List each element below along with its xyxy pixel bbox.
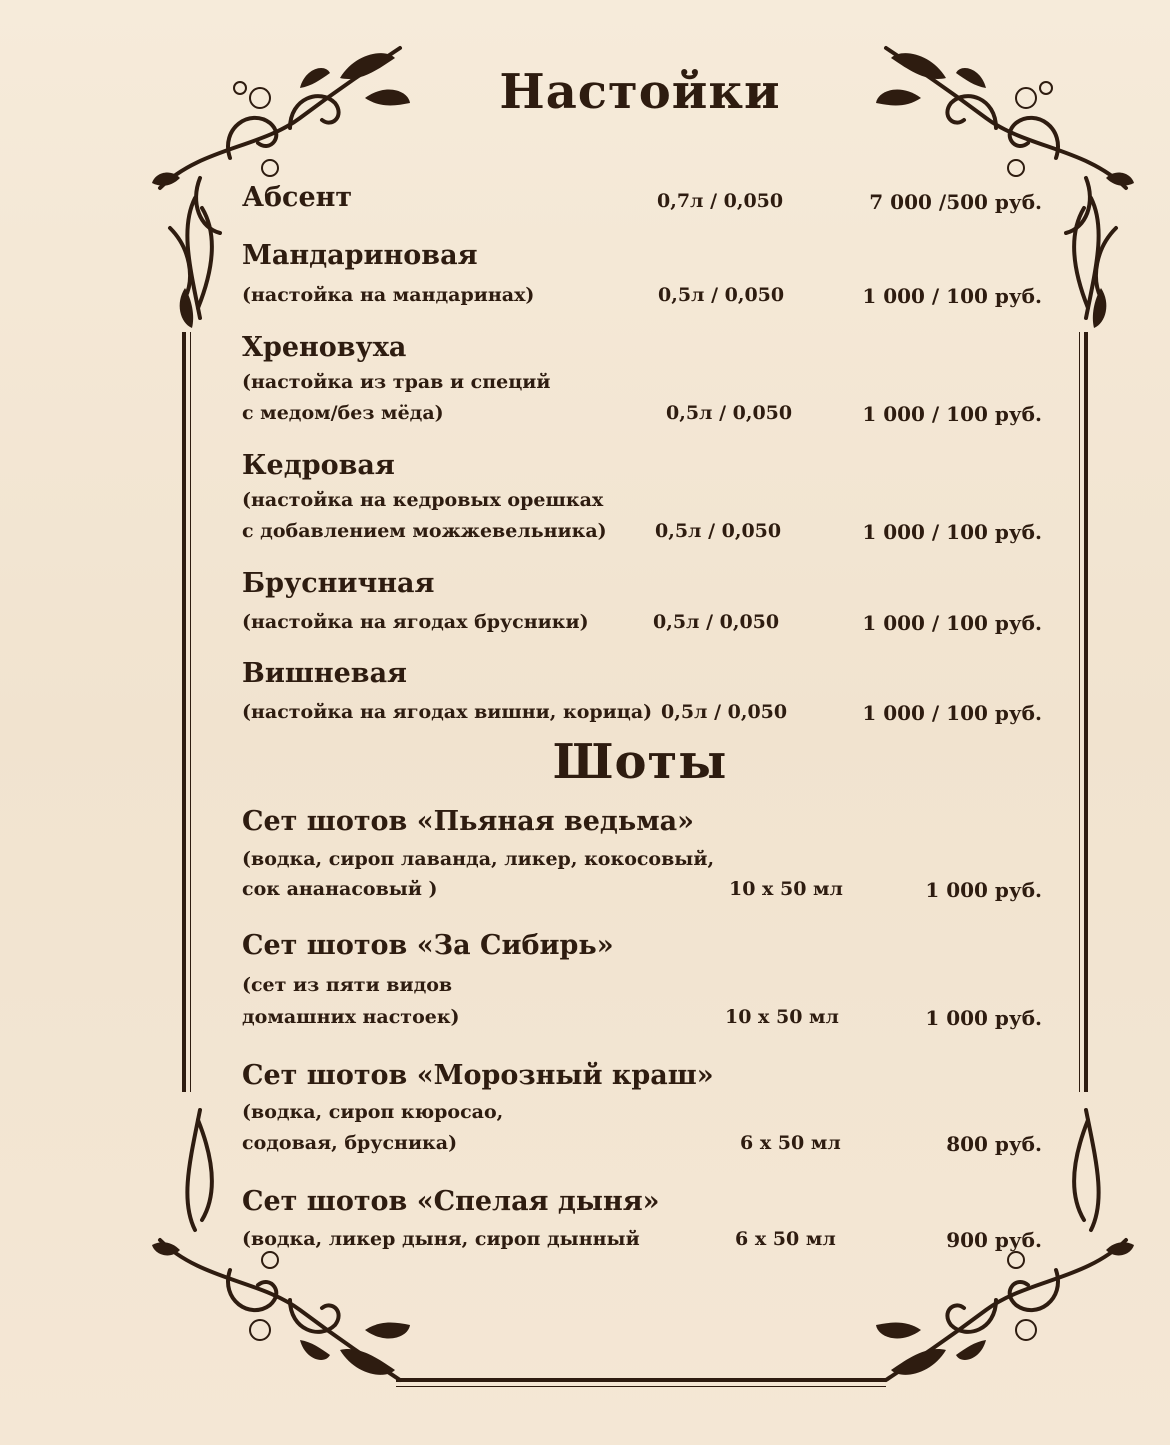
- menu-item-name: Сет шотов «Пьяная ведьма»: [242, 806, 695, 837]
- menu-item-description: (настойка на ягодах брусники): [242, 611, 589, 633]
- menu-item-name: Сет шотов «Морозный краш»: [242, 1060, 714, 1091]
- menu-item-name: Сет шотов «Спелая дыня»: [242, 1186, 660, 1217]
- menu-item-description: (водка, сироп лаванда, ликер, кокосовый,: [242, 848, 715, 870]
- menu-item-description: (настойка из трав и специй: [242, 371, 551, 393]
- menu-item-volume: 0,7л / 0,050: [657, 190, 784, 212]
- menu-item-volume: 6 х 50 мл: [735, 1228, 836, 1250]
- menu-item-price: 7 000 /500 руб.: [869, 190, 1042, 214]
- frame-right-outer: [1084, 332, 1088, 1092]
- menu-item-volume: 0,5л / 0,050: [653, 611, 780, 633]
- menu-item-description: (настойка на мандаринах): [242, 284, 535, 306]
- menu-item-name: Хреновуха: [242, 332, 407, 363]
- menu-item-description: (сет из пяти видов: [242, 974, 453, 996]
- menu-item-price: 1 000 / 100 руб.: [862, 402, 1042, 426]
- menu-item-description: (настойка на ягодах вишни, корица): [242, 701, 653, 723]
- menu-item-volume: 0,5л / 0,050: [658, 284, 785, 306]
- menu-item-name: Брусничная: [242, 568, 435, 599]
- menu-item-price: 1 000 руб.: [925, 1006, 1042, 1030]
- frame-bottom-outer: [396, 1378, 886, 1382]
- menu-item-price: 900 руб.: [946, 1228, 1042, 1252]
- section-title-shoty: Шоты: [552, 734, 728, 790]
- frame-left-outer: [182, 332, 186, 1092]
- menu-item-description: (водка, ликер дыня, сироп дынный: [242, 1228, 640, 1250]
- menu-item-description: с добавлением можжевельника): [242, 520, 607, 542]
- menu-item-name: Мандариновая: [242, 240, 478, 271]
- menu-item-price: 1 000 / 100 руб.: [862, 284, 1042, 308]
- menu-item-volume: 10 х 50 мл: [729, 878, 843, 900]
- menu-item-description: домашних настоек): [242, 1006, 460, 1028]
- menu-item-price: 800 руб.: [946, 1132, 1042, 1156]
- menu-item-price: 1 000 / 100 руб.: [862, 611, 1042, 635]
- menu-item-description: (водка, сироп кюросао,: [242, 1101, 504, 1123]
- section-title-nastoyki: Настойки: [499, 64, 781, 120]
- menu-item-name: Абсент: [242, 182, 353, 213]
- menu-item-volume: 6 х 50 мл: [740, 1132, 841, 1154]
- frame-bottom-inner: [396, 1386, 886, 1387]
- menu-item-volume: 0,5л / 0,050: [655, 520, 782, 542]
- frame-left-inner: [190, 332, 191, 1092]
- menu-item-description: (настойка на кедровых орешках: [242, 489, 604, 511]
- menu-item-description: сок ананасовый ): [242, 878, 438, 900]
- frame-right-inner: [1079, 332, 1080, 1092]
- menu-item-name: Сет шотов «За Сибирь»: [242, 930, 614, 961]
- menu-item-name: Кедровая: [242, 450, 395, 481]
- menu-item-volume: 0,5л / 0,050: [661, 701, 788, 723]
- menu-item-price: 1 000 / 100 руб.: [862, 520, 1042, 544]
- menu-item-volume: 0,5л / 0,050: [666, 402, 793, 424]
- menu-item-name: Вишневая: [242, 658, 408, 689]
- menu-item-price: 1 000 / 100 руб.: [862, 701, 1042, 725]
- menu-item-description: с медом/без мёда): [242, 402, 444, 424]
- menu-item-volume: 10 х 50 мл: [725, 1006, 839, 1028]
- menu-item-price: 1 000 руб.: [925, 878, 1042, 902]
- menu-item-description: содовая, брусника): [242, 1132, 458, 1154]
